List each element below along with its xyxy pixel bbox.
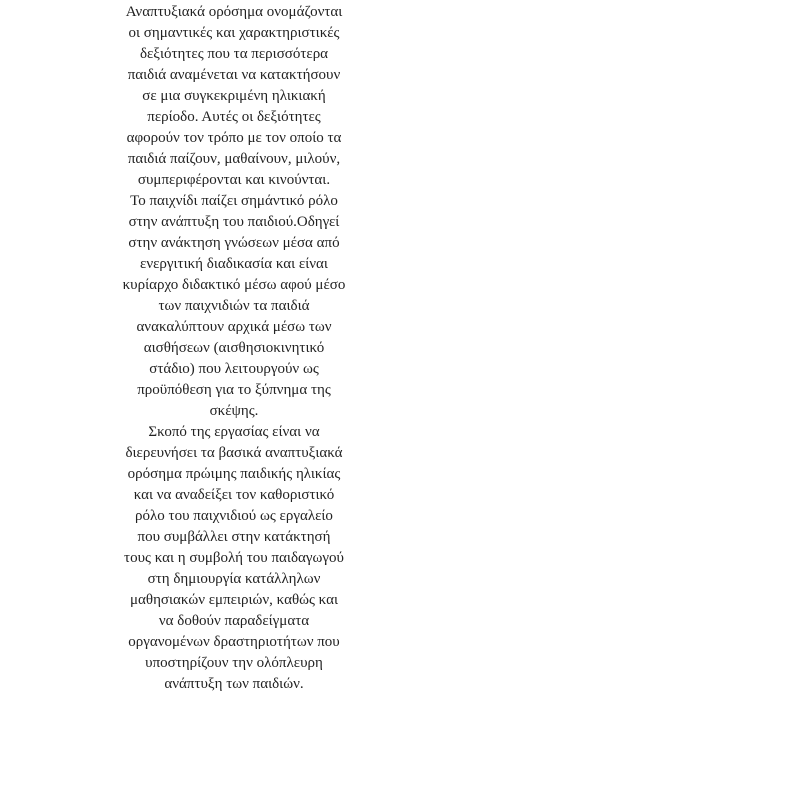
text-line: υποστηρίζουν την ολόπλευρη xyxy=(145,655,323,671)
text-line: Αναπτυξιακά ορόσημα ονομάζονται xyxy=(125,4,343,20)
text-line: που συμβάλλει στην κατάκτησή xyxy=(137,529,331,545)
text-line: Σκοπό της εργασίας είναι να xyxy=(148,424,320,440)
text-line: στην ανάπτυξη του παιδιού.Οδηγεί xyxy=(128,214,340,230)
text-line: αισθήσεων (αισθησιοκινητικό xyxy=(143,340,325,356)
text-line: παιδιά παίζουν, μαθαίνουν, μιλούν, xyxy=(127,151,341,167)
text-line: κυρίαρχο διδακτικό μέσω αφού μέσο xyxy=(122,277,346,293)
text-line: αφορούν τον τρόπο με τον οποίο τα xyxy=(126,130,342,146)
text-line: οργανομένων δραστηριοτήτων που xyxy=(128,634,340,650)
text-line: περίοδο. Αυτές οι δεξιότητες xyxy=(147,109,321,125)
text-line: δεξιότητες που τα περισσότερα xyxy=(139,46,329,62)
text-line: ανακαλύπτουν αρχικά μέσω των xyxy=(136,319,332,335)
text-line: οι σημαντικές και χαρακτηριστικές xyxy=(128,25,340,41)
text-line: να δοθούν παραδείγματα xyxy=(158,613,310,629)
text-line: των παιχνιδιών τα παιδιά xyxy=(158,298,310,314)
text-line: παιδιά αναμένεται να κατακτήσουν xyxy=(127,67,341,83)
text-line: στη δημιουργία κατάλληλων xyxy=(147,571,321,587)
text-line: διερευνήσει τα βασικά αναπτυξιακά xyxy=(125,445,343,461)
text-line: ανάπτυξη των παιδιών. xyxy=(164,676,304,692)
text-line: ενεργιτική διαδικασία και είναι xyxy=(140,256,328,272)
body-text xyxy=(113,2,355,695)
text-line: σε μια συγκεκριμένη ηλικιακή xyxy=(142,88,326,104)
text-line: συμπεριφέρονται και κινούνται. xyxy=(137,172,331,188)
text-line: μαθησιακών εμπειριών, καθώς και xyxy=(129,592,339,608)
text-line: ρόλο του παιχνιδιού ως εργαλείο xyxy=(135,508,333,524)
text-line: και να αναδείξει τον καθοριστικό xyxy=(133,487,335,503)
text-line: τους και η συμβολή του παιδαγωγού xyxy=(124,550,344,566)
text-line: προϋπόθεση για το ξύπνημα της xyxy=(137,382,331,398)
text-line: στάδιο) που λειτουργούν ως xyxy=(149,361,319,377)
text-line: στην ανάκτηση γνώσεων μέσα από xyxy=(128,235,340,251)
text-line: σκέψης. xyxy=(209,403,259,419)
text-line: Το παιχνίδι παίζει σημάντικό ρόλο xyxy=(130,193,338,209)
text-line: ορόσημα πρώιμης παιδικής ηλικίας xyxy=(127,466,341,482)
